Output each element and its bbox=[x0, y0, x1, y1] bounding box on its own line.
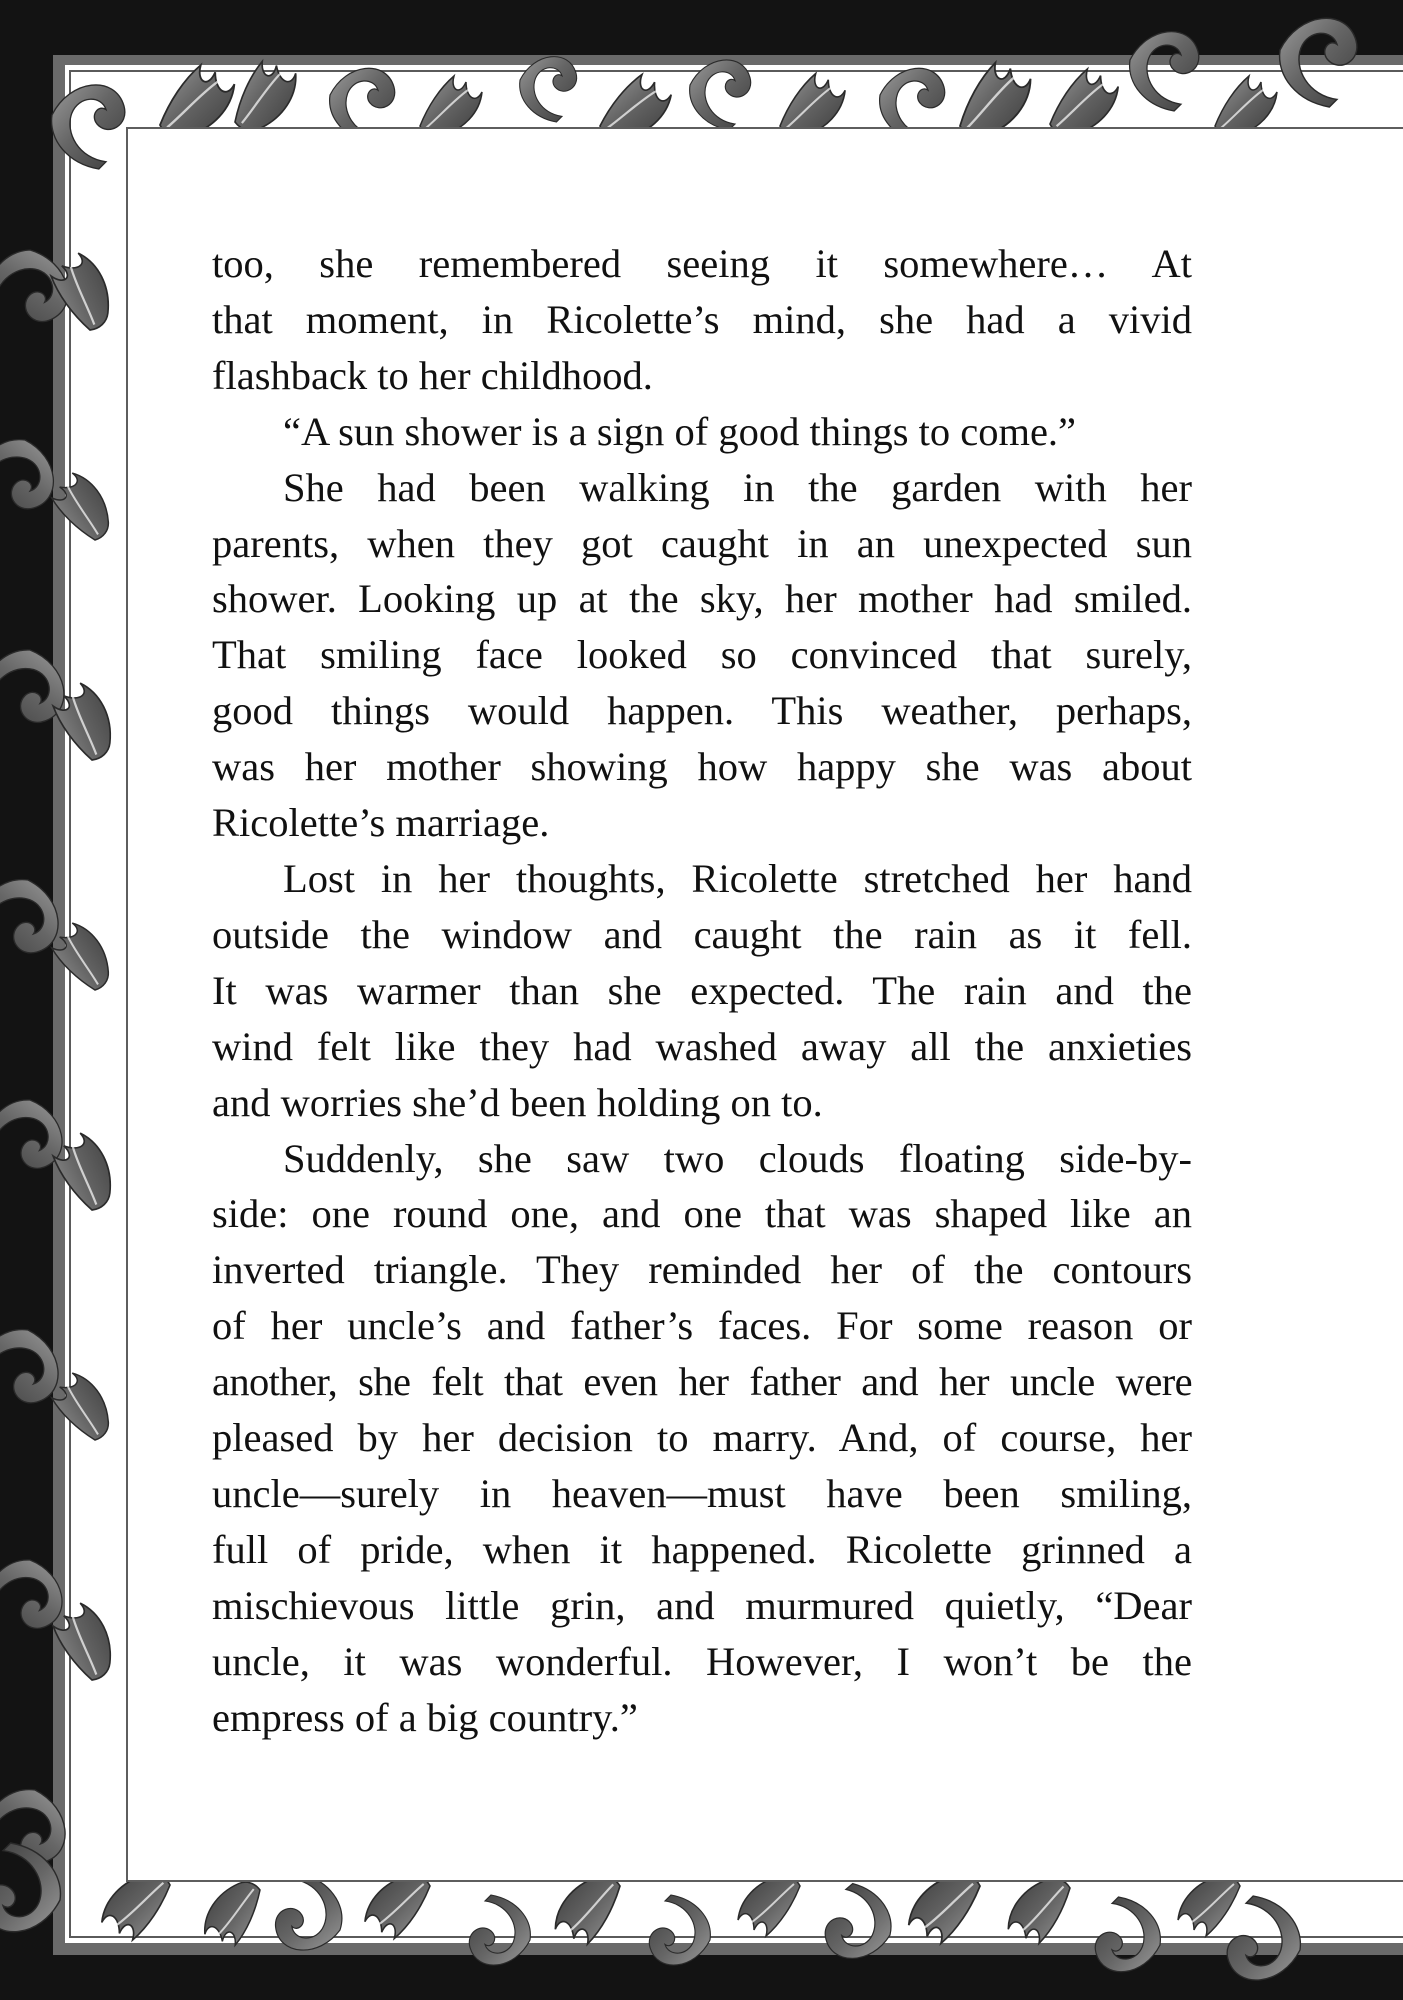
body-text bbox=[212, 236, 1192, 1745]
text-line: side: one round one, and one that was shaped like an bbox=[212, 1191, 1192, 1237]
paragraph bbox=[212, 460, 1192, 851]
text-line: empress of a big country.” bbox=[212, 1694, 638, 1740]
text-line: wind felt like they had washed away all the anxieties bbox=[212, 1023, 1192, 1069]
text-line: shower. Looking up at the sky, her mother had smiled. bbox=[212, 576, 1192, 622]
text-line: “A sun shower is a sign of good things to come.” bbox=[283, 408, 1077, 454]
text-line: uncle, it was wonderful. However, I won’t be the bbox=[212, 1638, 1192, 1684]
paragraph bbox=[212, 236, 1192, 404]
text-line: and worries she’d been holding on to. bbox=[212, 1079, 823, 1125]
text-line: mischievous little grin, and murmured quietly, “Dear bbox=[212, 1582, 1192, 1628]
text-line: Suddenly, she saw two clouds floating side-by- bbox=[283, 1135, 1192, 1181]
text-line: uncle—surely in heaven—must have been smiling, bbox=[212, 1470, 1192, 1516]
paragraph bbox=[212, 404, 1192, 460]
text-line: full of pride, when it happened. Ricolette grinned a bbox=[212, 1526, 1192, 1572]
text-line: parents, when they got caught in an unexpected sun bbox=[212, 520, 1192, 566]
text-line: of her uncle’s and father’s faces. For some reason or bbox=[212, 1303, 1192, 1349]
text-line: outside the window and caught the rain as it fell. bbox=[212, 911, 1192, 957]
text-line: another, she felt that even her father and her uncle were bbox=[212, 1359, 1192, 1405]
text-line: inverted triangle. They reminded her of the contours bbox=[212, 1247, 1192, 1293]
text-line: Ricolette’s marriage. bbox=[212, 800, 550, 846]
text-line: It was warmer than she expected. The rain and the bbox=[212, 967, 1192, 1013]
paragraph bbox=[212, 1131, 1192, 1746]
text-line: too, she remembered seeing it somewhere… At bbox=[212, 241, 1192, 286]
text-line: Lost in her thoughts, Ricolette stretched her hand bbox=[283, 855, 1192, 901]
text-line: good things would happen. This weather, perhaps, bbox=[212, 688, 1192, 734]
text-line: That smiling face looked so convinced that surely, bbox=[212, 632, 1192, 678]
text-line: that moment, in Ricolette’s mind, she had a vivid bbox=[212, 296, 1192, 342]
paragraph bbox=[212, 851, 1192, 1131]
text-line: flashback to her childhood. bbox=[212, 352, 653, 398]
text-line: pleased by her decision to marry. And, of course, her bbox=[212, 1415, 1192, 1461]
text-line: was her mother showing how happy she was about bbox=[212, 744, 1192, 790]
text-line: She had been walking in the garden with her bbox=[283, 464, 1192, 510]
